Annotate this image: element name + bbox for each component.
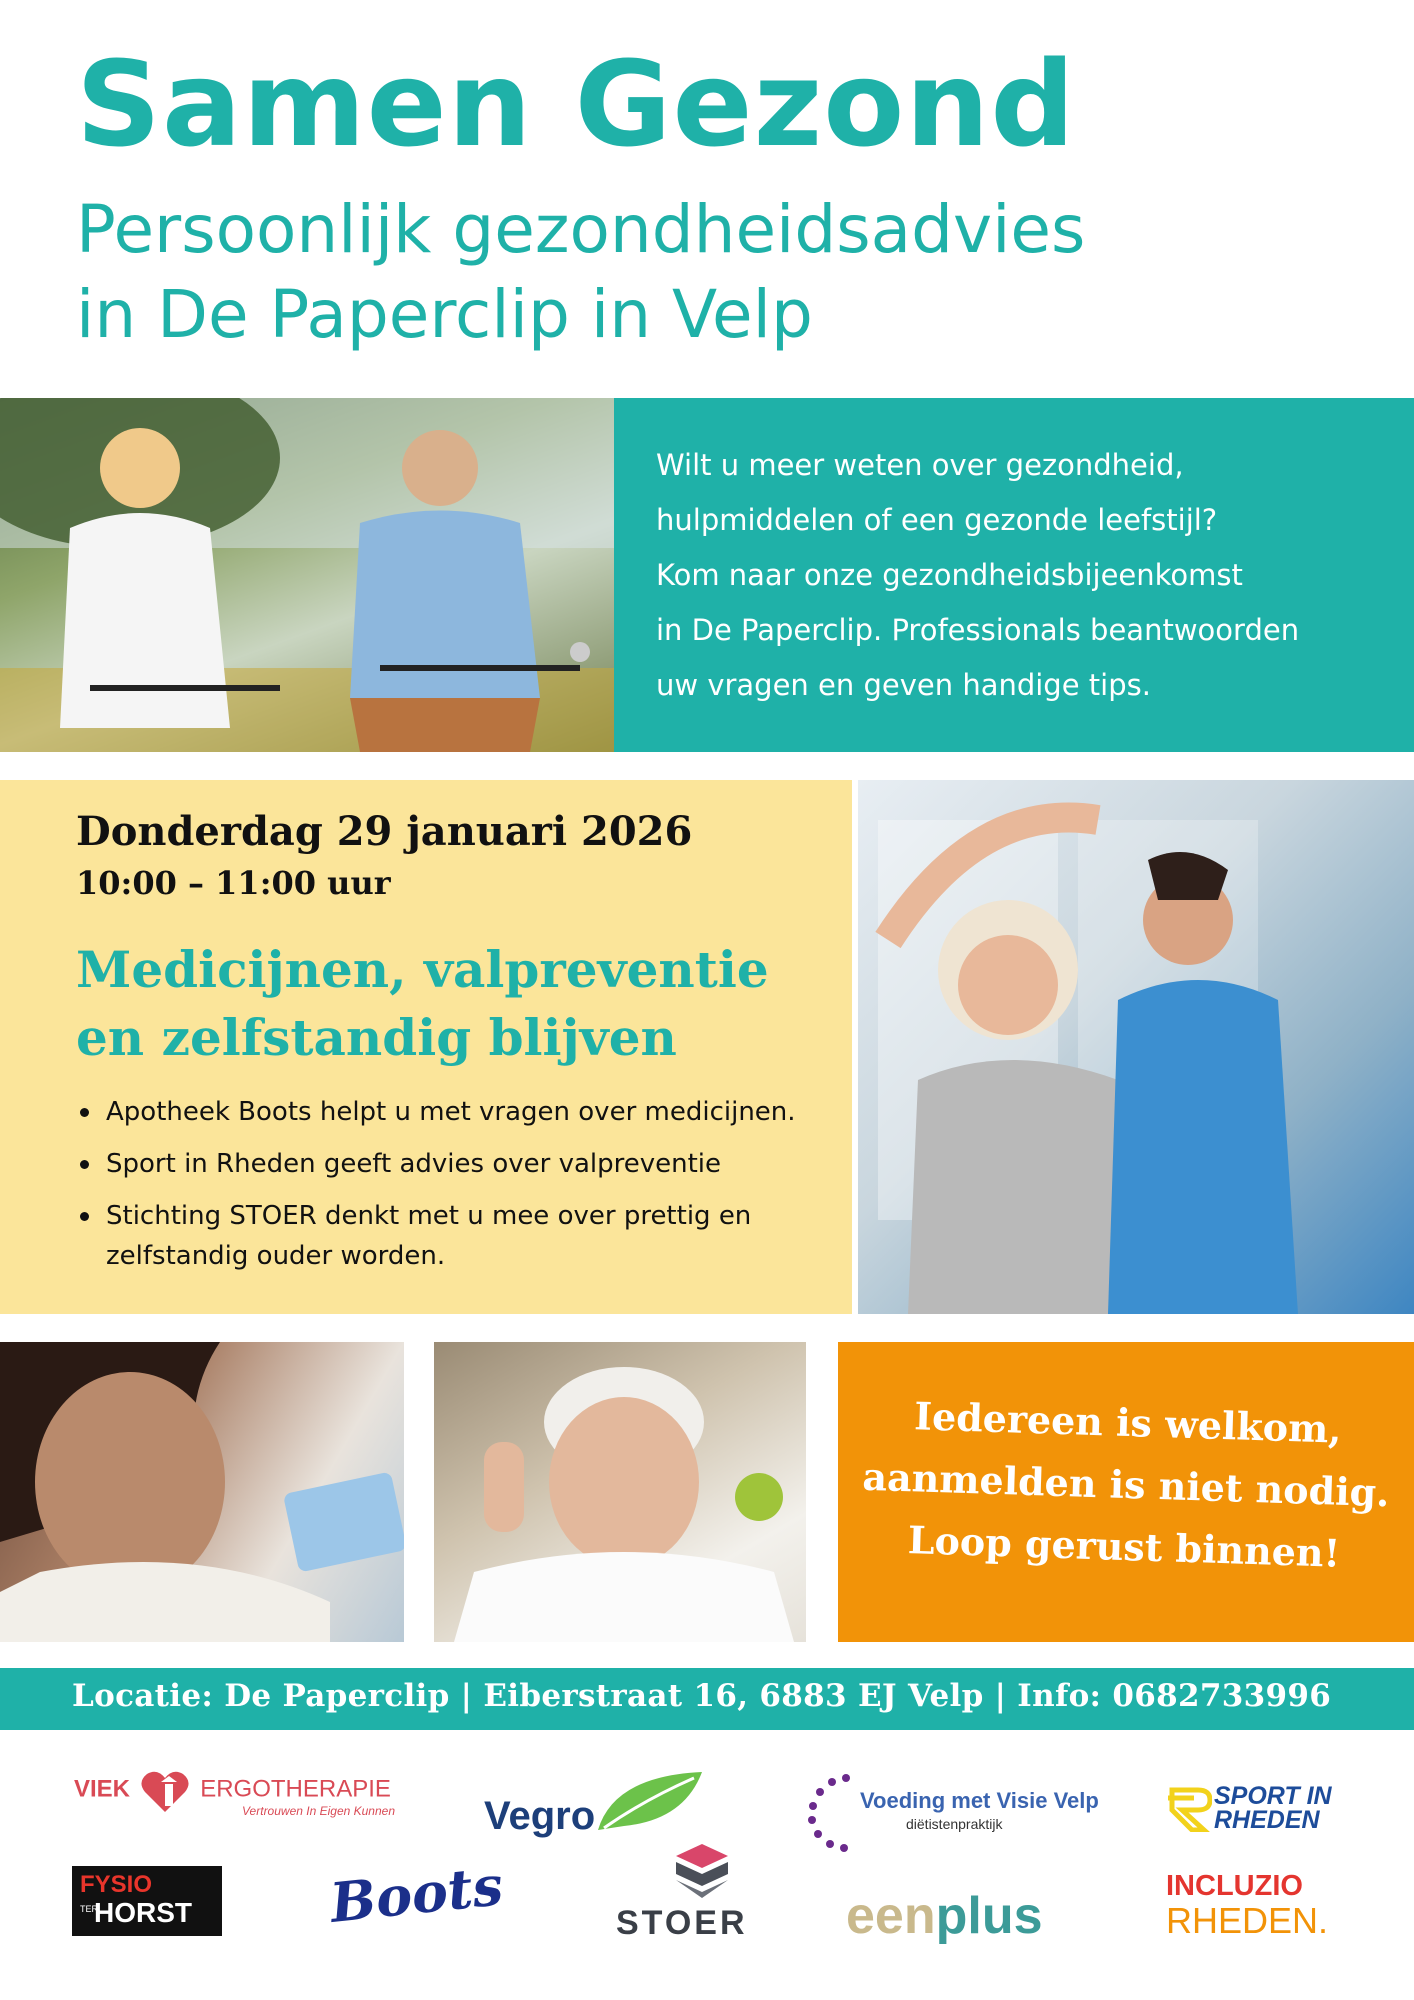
voeding-logo-subtext: diëtistenpraktijk (906, 1816, 1003, 1832)
photo-man-thumbs-up (434, 1342, 806, 1642)
viek-ergotherapie-logo (74, 1770, 395, 1818)
event-time: 10:00 – 11:00 uur (76, 864, 391, 902)
photo-woman-pillbox (0, 1342, 404, 1642)
eenplus-logo-part2: plus (935, 1887, 1043, 1945)
dotted-circle-icon (806, 1772, 856, 1852)
stoer-s-icon (672, 1842, 732, 1900)
incluzio-logo-line2: RHEDEN. (1166, 1900, 1329, 1941)
bullet-item: Stichting STOER denkt met u mee over prettig en zelfstandig ouder worden. (76, 1196, 816, 1276)
poster-subtitle-line1: Persoonlijk gezondheidsadvies (76, 191, 1086, 268)
vegro-logo-text: Vegro (484, 1794, 596, 1838)
intro-line: Wilt u meer weten over gezondheid, (656, 448, 1184, 482)
cycling-illustration (0, 398, 614, 752)
location-info-text: Locatie: De Paperclip | Eiberstraat 16, 6883 EJ Velp | Info: 0682733996 (72, 1678, 1332, 1714)
sport-r-icon (1168, 1784, 1212, 1832)
event-topic-line2: en zelfstandig blijven (76, 1008, 677, 1067)
poster-subtitle-line2: in De Paperclip in Velp (76, 276, 813, 353)
stoer-logo-text: STOER (616, 1904, 748, 1942)
bullet-item: Apotheek Boots helpt u met vragen over medicijnen. (76, 1092, 816, 1132)
viek-logo-text: VIEK (74, 1775, 131, 1803)
intro-line: hulpmiddelen of een gezonde leefstijl? (656, 503, 1218, 537)
photo-physiotherapy-stretch (858, 780, 1414, 1314)
incluzio-logo-line1: INCLUZIO (1166, 1870, 1303, 1902)
poster-title: Samen Gezond (76, 35, 1076, 173)
welcome-line: aanmelden is niet nodig. (861, 1453, 1391, 1516)
sport-logo-line2: RHEDEN (1214, 1806, 1320, 1834)
eenplus-logo-part1: een (846, 1887, 936, 1945)
eenplus-logo (846, 1886, 1043, 1946)
intro-line: in De Paperclip. Professionals beantwoorden (656, 613, 1300, 647)
viek-logo-tagline: Vertrouwen In Eigen Kunnen (242, 1804, 395, 1818)
intro-line: uw vragen en geven handige tips. (656, 668, 1151, 702)
welcome-panel (838, 1342, 1414, 1642)
event-date: Donderdag 29 januari 2026 (76, 808, 693, 855)
voeding-logo-text: Voeding met Visie Velp (860, 1788, 1099, 1813)
fysio-ter-horst-logo (72, 1866, 222, 1936)
thumbs-up-illustration (434, 1342, 806, 1642)
welcome-message (835, 1383, 1414, 1587)
leaf-icon (594, 1770, 704, 1840)
welcome-line: Loop gerust binnen! (907, 1517, 1341, 1576)
bullet-item: Sport in Rheden geeft advies over valpreventie (76, 1144, 816, 1184)
sport-logo-text (1214, 1784, 1332, 1832)
viek-logo-subtext: ERGOTHERAPIE (200, 1775, 391, 1803)
welcome-line: Iedereen is welkom, (913, 1393, 1343, 1452)
fysio-logo-line1: FYSIO (80, 1871, 153, 1898)
boots-logo: Boots (327, 1853, 506, 1935)
intro-line: Kom naar onze gezondheidsbijeenkomst (656, 558, 1243, 592)
heart-icon (139, 1770, 191, 1814)
sport-logo-line1: SPORT IN (1214, 1782, 1332, 1810)
pillbox-illustration (0, 1342, 404, 1642)
fysio-logo-line2: HORST (94, 1897, 192, 1928)
event-topic-line1: Medicijnen, valpreventie (76, 940, 769, 999)
intro-text (656, 438, 1376, 713)
location-info-bar (0, 1668, 1414, 1730)
photo-seniors-cycling (0, 398, 614, 752)
stretch-illustration (858, 780, 1414, 1314)
incluzio-rheden-logo (1166, 1870, 1328, 1940)
intro-panel (614, 398, 1414, 752)
fysio-logo-ter: TER (80, 1904, 98, 1914)
event-bullet-list (76, 1092, 816, 1288)
event-info-panel (0, 780, 852, 1314)
